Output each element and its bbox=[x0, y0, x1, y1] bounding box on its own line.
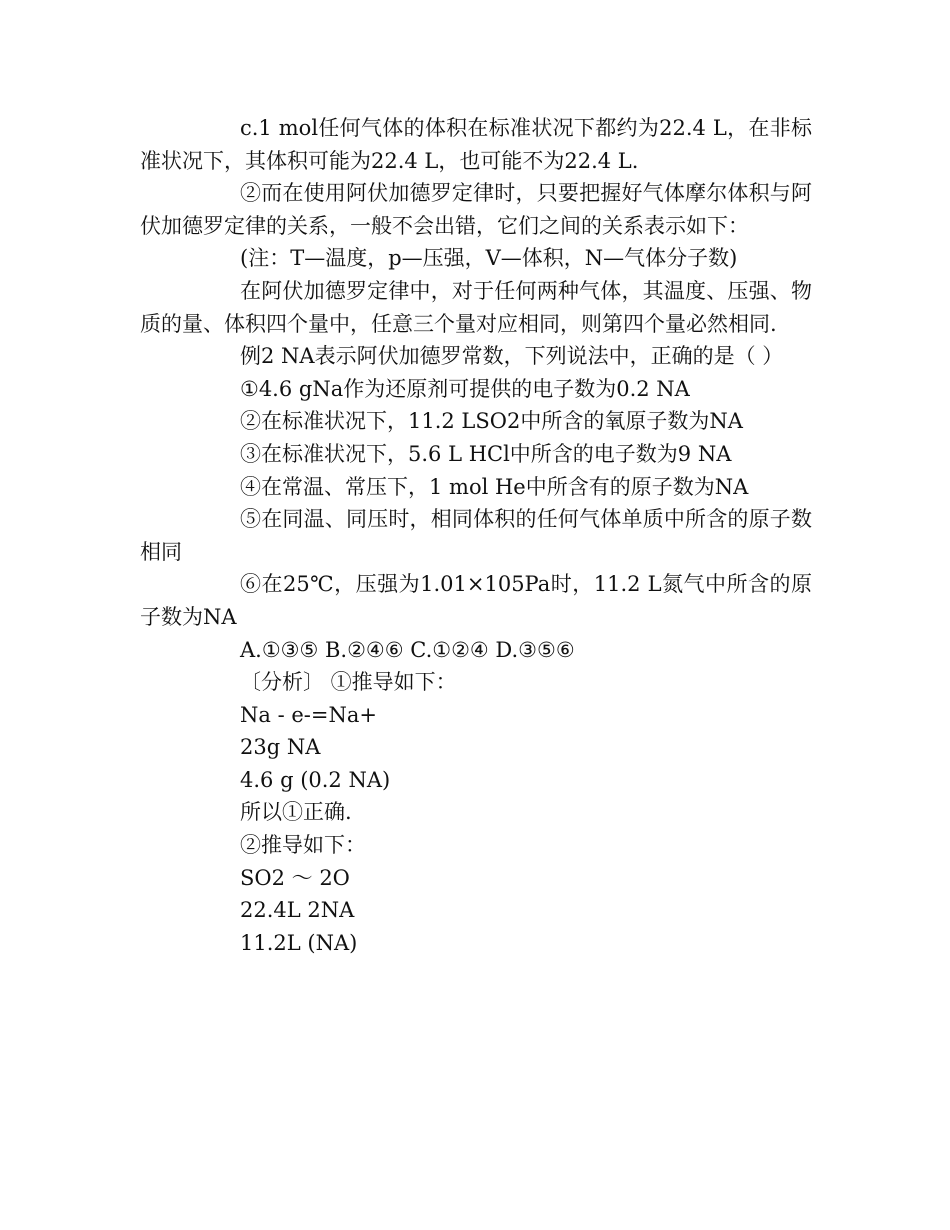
derivation-line-1: Na - e-=Na+ bbox=[240, 702, 377, 727]
example-question: 例2 NA表示阿伏加德罗常数，下列说法中，正确的是（ ） bbox=[240, 344, 784, 369]
derivation-2-line-2: 22.4L 2NA bbox=[240, 898, 355, 923]
paragraph-molar-volume-note: c.1 mol任何气体的体积在标准状况下都约为22.4 L，在非标准状况下，其体积可能为22.4 L，也可能不为22.4 L. bbox=[140, 116, 812, 173]
document-page bbox=[140, 112, 812, 959]
derivation-2-heading: ②推导如下： bbox=[240, 833, 366, 858]
derivation-2-line-1: SO2 ～ 2O bbox=[240, 865, 350, 890]
statement-3: ③在标准状况下，5.6 L HCl中所含的电子数为9 NA bbox=[240, 441, 732, 466]
conclusion-1: 所以①正确. bbox=[240, 800, 352, 825]
statement-2: ②在标准状况下，11.2 LSO2中所含的氧原子数为NA bbox=[240, 409, 743, 434]
answer-options: A.①③⑤ B.②④⑥ C.①②④ D.③⑤⑥ bbox=[240, 637, 575, 662]
paragraph-symbol-note: (注：T—温度，p—压强，V—体积，N—气体分子数) bbox=[240, 246, 738, 271]
paragraph-avogadro-law-relation: ②而在使用阿伏加德罗定律时，只要把握好气体摩尔体积与阿伏加德罗定律的关系，一般不会出错，它们之间的关系表示如下： bbox=[140, 181, 812, 238]
statement-5: ⑤在同温、同压时，相同体积的任何气体单质中所含的原子数相同 bbox=[140, 507, 812, 564]
statement-4: ④在常温、常压下，1 mol He中所含有的原子数为NA bbox=[240, 474, 749, 499]
statement-6: ⑥在25℃，压强为1.01×105Pa时，11.2 L氮气中所含的原子数为NA bbox=[140, 572, 812, 629]
derivation-line-2: 23g NA bbox=[240, 735, 321, 760]
analysis-heading: 〔分析〕 ①推导如下： bbox=[240, 670, 457, 695]
derivation-2-line-3: 11.2L (NA) bbox=[240, 930, 358, 955]
derivation-line-3: 4.6 g (0.2 NA) bbox=[240, 767, 391, 792]
paragraph-avogadro-law-statement: 在阿伏加德罗定律中，对于任何两种气体，其温度、压强、物质的量、体积四个量中，任意三个量对应相同，则第四个量必然相同. bbox=[140, 278, 812, 336]
statement-1: ①4.6 gNa作为还原剂可提供的电子数为0.2 NA bbox=[240, 376, 690, 401]
